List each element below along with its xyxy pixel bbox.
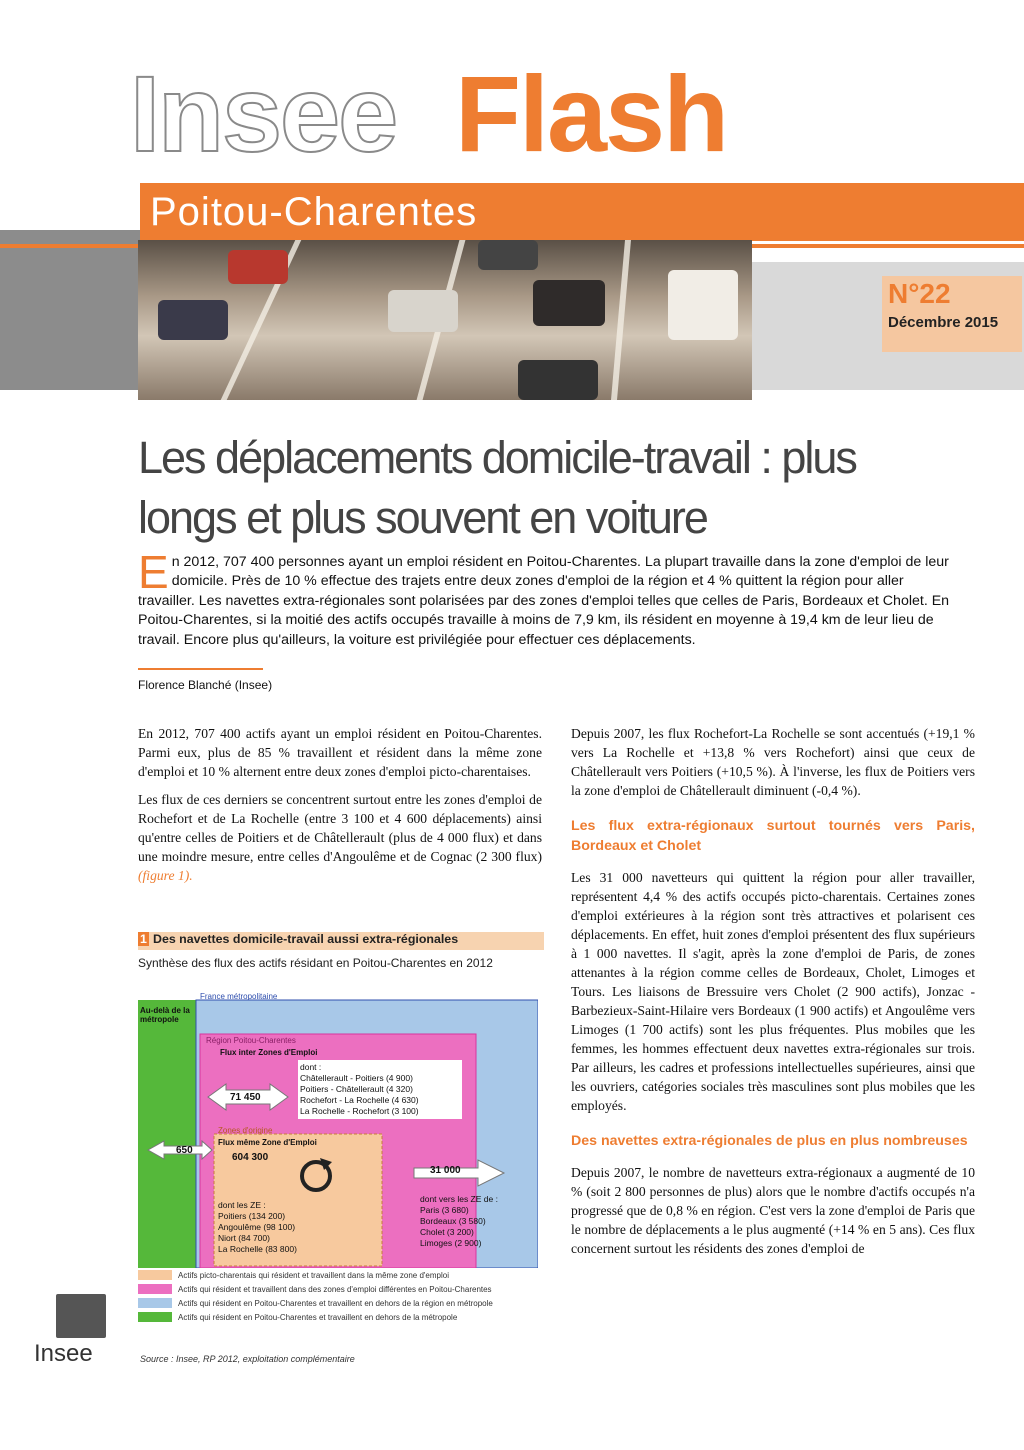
left-column	[138, 724, 542, 894]
list-item: Bordeaux (3 580)	[420, 1216, 486, 1226]
label-france: France métropolitaine	[200, 992, 278, 1001]
insee-logo-text: Insee	[34, 1340, 93, 1367]
legend-swatch	[138, 1312, 172, 1322]
section-heading: Des navettes extra-régionales de plus en plus nombreuses	[571, 1133, 968, 1149]
article-chapeau	[138, 546, 963, 650]
issue-date: Décembre 2015	[888, 314, 999, 331]
list-item: Poitiers - Châtellerault (4 320)	[300, 1084, 413, 1094]
list-item: Niort (84 700)	[218, 1233, 270, 1243]
legend-swatch	[138, 1298, 172, 1308]
list-item: Paris (3 680)	[420, 1205, 469, 1215]
list-item: Châtellerault - Poitiers (4 900)	[300, 1073, 413, 1083]
legend-text: Actifs qui résident en Poitou-Charentes et travaillent en dehors de la métropole	[178, 1313, 458, 1322]
brand-insee: Insee	[130, 53, 397, 174]
chapeau-text: n 2012, 707 400 personnes ayant un emploi résident en Poitou-Charentes. La plupart travaille dans la zone d'emploi de leur domicile. Près de 10 % effectue des trajets entre deux zones d'emploi de la région et 4 % quittent la région pour aller travailler. Les navettes extra-régionales sont polarisées par des zones d'emploi telles que celles de Paris, Bordeaux et Cholet. En Poitou-Charentes, si la moitié des actifs occupés travaille à moins de 7,9 km, ils résident en moyenne à 19,4 km de leur lieu de travail. Encore plus qu'ailleurs, la voiture est privilégiée pour effectuer ces déplacements.	[138, 554, 950, 648]
figure-title-text: Des navettes domicile-travail aussi extra-régionales	[153, 932, 459, 946]
figure-number: 1	[138, 932, 149, 946]
list-item: La Rochelle (83 800)	[218, 1244, 297, 1254]
label-inter: Flux inter Zones d'Emploi	[220, 1048, 318, 1057]
insee-logo-mark	[56, 1294, 106, 1338]
list-item: Rochefort - La Rochelle (4 630)	[300, 1095, 419, 1105]
legend-swatch	[138, 1270, 172, 1280]
label-abroad: Au-delà de la métropole	[140, 1006, 190, 1024]
legend-text: Actifs qui résident et travaillent dans des zones d'emploi différentes en Poitou-Charentes	[178, 1285, 492, 1294]
list-item: Angoulême (98 100)	[218, 1222, 296, 1232]
label-region: Région Poitou-Charentes	[206, 1036, 296, 1045]
article-title: Les déplacements domicile-travail : plus longs et plus souvent en voiture	[138, 432, 856, 543]
insee-footer-logo	[34, 1290, 110, 1370]
right-column	[571, 724, 975, 1267]
figure-title	[138, 932, 544, 950]
same-flow-list	[218, 1200, 302, 1255]
legend-item	[138, 1270, 544, 1281]
traffic-photo	[138, 240, 752, 400]
legend-item	[138, 1284, 544, 1295]
value-out: 31 000	[430, 1165, 461, 1176]
legend-item	[138, 1312, 544, 1323]
figure-link[interactable]: (figure 1).	[138, 868, 193, 883]
paragraph: En 2012, 707 400 actifs ayant un emploi résident en Poitou-Charentes. Parmi eux, plus de 85 % travaillent et résident dans la même zone d'emploi et 10 % alternent entre deux zones d'emploi picto-charentaises.	[138, 726, 542, 779]
paragraph-text: Les flux de ces derniers se concentrent surtout entre les zones d'emploi de Rochefort et de La Rochelle (entre 3 100 et 4 600 déplacements) ainsi qu'entre celles de Poitiers et de Châtellerault (plus de 4 000 flux) et dans une moindre mesure, entre celles d'Angoulême et de Cognac (2 300 flux)	[138, 792, 542, 864]
list-item: Cholet (3 200)	[420, 1227, 474, 1237]
paragraph	[138, 790, 542, 885]
legend-swatch	[138, 1284, 172, 1294]
figure-source: Source : Insee, RP 2012, exploitation complémentaire	[140, 1354, 355, 1364]
list-intro: dont les ZE :	[218, 1200, 266, 1210]
value-inter: 71 450	[230, 1092, 261, 1103]
author-separator	[138, 668, 263, 670]
list-intro: dont vers les ZE de :	[420, 1194, 498, 1204]
region-name: Poitou-Charentes	[150, 190, 478, 234]
value-abroad: 650	[176, 1145, 193, 1156]
list-item: La Rochelle - Rochefort (3 100)	[300, 1106, 419, 1116]
drop-cap: E	[138, 546, 169, 598]
list-intro: dont :	[300, 1062, 322, 1072]
figure-legend	[138, 1270, 544, 1326]
paragraph: Les 31 000 navetteurs qui quittent la région pour aller travailler, représentent 4,4 % des actifs occupés picto-charentais. Certaines zones d'emploi extérieures à la région sont très attractives et polarisent ces déplacements. En effet, huit zones d'emploi présentent des flux supérieurs à 1 000 navettes. Il s'agit, après la zone d'emploi de Paris, de zones attenantes à la région comme celles de Bordeaux, Cholet, Limoges et Tours. Les liaisons de Bressuire vers Cholet (2 900 actifs), Jonzac - Barbezieux-Saint-Hilaire vers Bordeaux (1 900 actifs) et Angoulême vers Limoges (1 700 actifs) sont les plus fréquentes. Plus mobiles que les femmes, les hommes effectuent deux navettes extra-régionales sur trois. Par ailleurs, les cadres et professions intellectuelles supérieures, ainsi que les ouvriers, catégories sociales très masculines sont plus mobiles que les employés.	[571, 870, 975, 1113]
issue-number: N°22	[888, 278, 951, 309]
legend-text: Actifs picto-charentais qui résident et travaillent dans la même zone d'emploi	[178, 1271, 449, 1280]
list-item: Poitiers (134 200)	[218, 1211, 286, 1221]
figure-subtitle: Synthèse des flux des actifs résidant en Poitou-Charentes en 2012	[138, 956, 493, 970]
brand-flash: Flash	[455, 53, 728, 174]
author: Florence Blanché (Insee)	[138, 678, 273, 692]
label-same: Flux même Zone d'Emploi	[218, 1138, 317, 1147]
section-heading: Les flux extra-régionaux surtout tournés vers Paris, Bordeaux et Cholet	[571, 818, 975, 854]
legend-text: Actifs qui résident en Poitou-Charentes et travaillent en dehors de la région en métropole	[178, 1299, 493, 1308]
paragraph: Depuis 2007, les flux Rochefort-La Rochelle se sont accentués (+19,1 % vers La Rochelle et +13,8 % vers Rochefort) ainsi que ceux de Châtellerault vers Poitiers (+10,5 %). À l'inverse, les flux de Poitiers vers la zone d'emploi de Châtellerault diminuent (-0,4 %).	[571, 726, 975, 798]
value-same: 604 300	[232, 1152, 269, 1163]
inter-flow-list	[298, 1060, 462, 1119]
label-origin: Zones d'origine	[218, 1126, 273, 1135]
list-item: Limoges (2 900)	[420, 1238, 482, 1248]
out-flow-list	[420, 1194, 520, 1249]
paragraph: Depuis 2007, le nombre de navetteurs extra-régionaux a augmenté de 10 % (soit 2 800 personnes de plus) alors que le nombre d'actifs occupés n'a progressé que de 0,8 % en région. C'est vers la zone d'emploi de Paris que le nombre de déplacements a le plus augmenté (+14 % en 5 ans). Ces flux concernent surtout les résidents des zones d'emploi de	[571, 1165, 975, 1256]
legend-item	[138, 1298, 544, 1309]
masthead-grey-band	[0, 230, 150, 390]
